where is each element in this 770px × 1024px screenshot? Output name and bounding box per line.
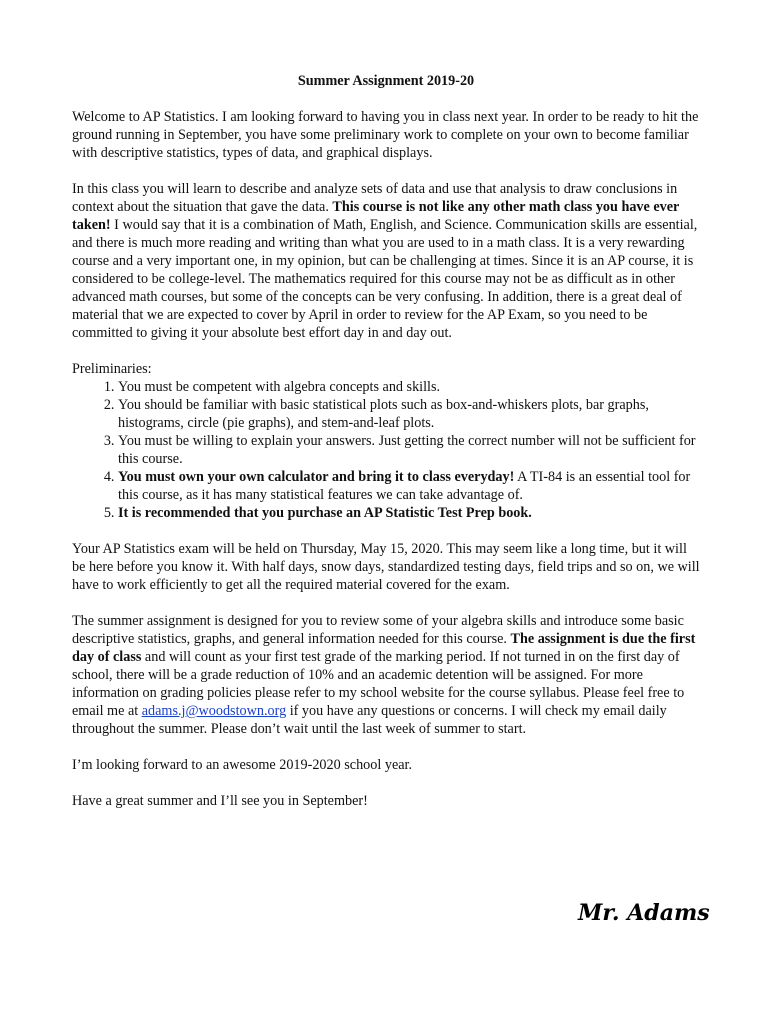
list-item: 3. You must be willing to explain your answers. Just getting the correct number will not be sufficient for this course. <box>118 432 700 468</box>
calculator-requirement-bold: You must own your own calculator and bring it to class everyday! <box>118 469 515 485</box>
assignment-paragraph <box>72 612 700 738</box>
list-item: 2. You should be familiar with basic statistical plots such as box-and-whiskers plots, bar graphs, histograms, circle (pie graphs), and stem-and-leaf plots. <box>118 396 700 432</box>
calculator-requirement-rest: A TI-84 is an essential tool for this course, as it has many statistical features we can take advantage of. <box>118 469 691 503</box>
closing-paragraph: Have a great summer and I’ll see you in September! <box>72 793 368 809</box>
list-item <box>118 504 700 522</box>
welcome-paragraph: Welcome to AP Statistics. I am looking forward to having you in class next year. In order to be ready to hit the ground running in September, you have some preliminary work to complete on your own to become familiar with descriptive statistics, types of data, and graphical displays. <box>72 109 699 161</box>
exam-date-paragraph: Your AP Statistics exam will be held on Thursday, May 15, 2020. This may seem like a long time, but it will be here before you know it. With half days, snow days, standardized testing days, field trips and so on, we will have to work efficiently to get all the required material covered for the exam. <box>72 541 700 593</box>
page-title: Summer Assignment 2019-20 <box>297 73 475 89</box>
course-description-bold: This course is not like any other math class you have ever taken! <box>72 199 680 233</box>
preliminaries-heading: Preliminaries: <box>72 361 152 377</box>
course-description-paragraph <box>72 180 700 342</box>
assignment-intro: The summer assignment is designed for you to review some of your algebra skills and introduce some basic descriptive statistics, graphs, and general information needed for this course. <box>72 613 684 647</box>
signature: Mr. Adams <box>578 900 710 926</box>
looking-forward-paragraph: I’m looking forward to an awesome 2019-2020 school year. <box>72 757 413 773</box>
assignment-closing: if you have any questions or concerns. I will check my email daily throughout the summer. Please don’t wait until the last week of summer to start. <box>72 703 667 737</box>
list-item <box>118 468 700 504</box>
assignment-middle: and will count as your first test grade of the marking period. If not turned in on the first day of school, there will be a grade reduction of 10% and an academic detention will be assigned. For more information on grading policies please refer to my school website for the course syllabus. Please feel free to email me at <box>72 649 685 719</box>
prep-book-recommendation: It is recommended that you purchase an AP Statistic Test Prep book. <box>118 505 532 521</box>
list-item: 1. You must be competent with algebra concepts and skills. <box>118 378 700 396</box>
course-description-rest: I would say that it is a combination of Math, English, and Science. Communication skills are essential, and there is much more reading and writing than what you are used to in a math class. It is a very rewarding course and a very important one, in my opinion, but can be challenging at times. Since it is an AP course, it is considered to be college-level. The mathematics required for this course may not be as difficult as in other advanced math courses, but some of the concepts can be very confusing. In addition, there is a great deal of material that we are expected to cover by April in order to review for the AP Exam, so you need to be committed to giving it your absolute best effort day in and day out. <box>72 217 698 341</box>
assignment-due-bold: The assignment is due the first day of class <box>72 631 696 665</box>
email-link[interactable]: adams.j@woodstown.org <box>141 703 287 719</box>
preliminaries-list <box>72 378 700 522</box>
document-body <box>72 72 700 828</box>
course-description-intro: In this class you will learn to describe and analyze sets of data and use that analysis to draw conclusions in context about the situation that gave the data. <box>72 181 678 215</box>
